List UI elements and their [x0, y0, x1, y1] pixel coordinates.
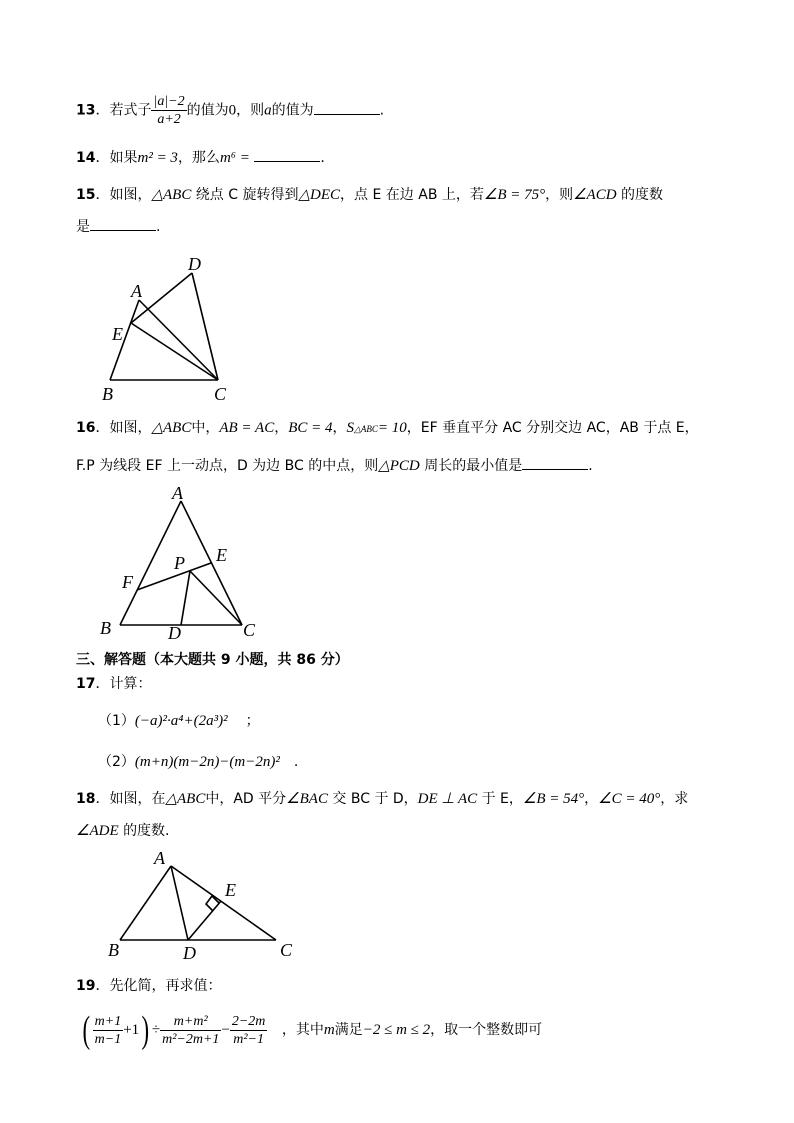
number-dot: ．	[95, 420, 110, 436]
question-number: 16	[76, 420, 96, 436]
question-text: F.P 为线段 EF 上一动点，D 为边 BC 的中点，则	[76, 458, 379, 474]
question-number: 14	[76, 150, 96, 166]
period: .	[379, 102, 385, 119]
number-dot: ．	[95, 978, 110, 994]
fraction-denominator: m²−2m+1	[162, 1031, 220, 1047]
math-expression: +1	[123, 1022, 140, 1038]
question-text: 如图，	[109, 187, 152, 203]
part-label: （2）	[98, 754, 135, 770]
point-label-e: E	[112, 324, 123, 344]
segment-ab	[120, 866, 171, 940]
point-label-a: A	[131, 281, 142, 301]
math-expression: m² = 3	[137, 150, 178, 166]
question-17-part1	[98, 711, 260, 731]
fraction	[93, 1013, 124, 1048]
point-label-p: P	[174, 553, 185, 573]
fraction	[151, 93, 186, 128]
segment-dc	[192, 273, 218, 380]
point-label-f: F	[122, 572, 133, 592]
segment-de	[188, 901, 221, 940]
question-text: 如果	[109, 150, 138, 166]
period: .	[156, 219, 161, 235]
segment-ac	[171, 866, 276, 940]
segment-ac	[181, 501, 242, 625]
question-text: 周长的最小值是	[424, 458, 523, 474]
question-16-line2	[76, 455, 593, 476]
question-number: 17	[76, 676, 96, 692]
figure-18	[100, 846, 310, 964]
point-label-e: E	[225, 880, 236, 900]
question-15	[76, 185, 663, 205]
point-label-b: B	[102, 384, 113, 404]
part-label: （1）	[98, 713, 135, 729]
question-text: 于 E，	[481, 791, 523, 807]
answer-blank[interactable]	[314, 100, 380, 115]
point-label-d: D	[188, 254, 201, 274]
point-label-c: C	[280, 940, 293, 960]
math-expression: AB = AC	[219, 420, 275, 436]
period: .	[293, 754, 299, 770]
question-text: 的值为	[271, 102, 314, 119]
math-expression: ∠B = 54°	[522, 791, 585, 807]
answer-blank[interactable]	[254, 147, 320, 162]
right-paren: )	[141, 1009, 150, 1051]
point-label-d: D	[183, 943, 196, 963]
segment-ab	[120, 501, 181, 625]
question-18	[76, 789, 688, 809]
fraction-numerator: m+m²	[160, 1013, 221, 1031]
fraction	[160, 1013, 221, 1048]
question-text: 的值为	[186, 102, 229, 119]
point-label-c: C	[214, 384, 227, 404]
separator: ，	[332, 420, 347, 436]
math-expression: −2 ≤ m ≤ 2	[362, 1022, 431, 1038]
question-17	[76, 674, 151, 694]
math-expression: = 10	[377, 420, 407, 436]
question-text: 如图，在	[109, 791, 166, 807]
math-variable: a	[264, 102, 272, 119]
math-operator: −	[221, 1022, 230, 1038]
number-dot: ．	[95, 102, 110, 119]
point-label-b: B	[108, 940, 119, 960]
question-19-expression	[80, 1011, 542, 1049]
question-text: 中，AD 平分	[205, 791, 287, 807]
math-expression: △ABC	[151, 420, 192, 436]
point-label-a: A	[154, 848, 165, 868]
question-text: ，那么	[177, 150, 220, 166]
question-text: ，点 E 在边 AB 上，若	[340, 187, 484, 203]
question-text: ，EF 垂直平分 AC 分别交边 AC，AB 于点 E，	[406, 420, 699, 436]
question-text: ，则	[545, 187, 574, 203]
math-expression: △ABC	[165, 791, 206, 807]
math-value: 0	[228, 102, 237, 119]
fraction-numerator: |a|−2	[153, 94, 185, 109]
question-number: 15	[76, 187, 96, 203]
question-text: ，取一个整数即可	[430, 1022, 543, 1038]
question-text: 交 BC 于 D，	[332, 791, 418, 807]
question-text: 满足	[334, 1022, 363, 1038]
question-19	[76, 976, 221, 996]
math-expression: BC = 4	[288, 420, 333, 436]
period: .	[588, 458, 593, 474]
figure-16	[96, 482, 276, 644]
question-number: 13	[76, 102, 96, 119]
question-14	[76, 147, 325, 168]
number-dot: ．	[95, 150, 110, 166]
fraction-denominator: a+2	[157, 112, 181, 127]
number-dot: ．	[95, 791, 110, 807]
point-label-a: A	[172, 483, 183, 503]
math-expression: ∠BAC	[286, 791, 328, 807]
question-text: 如图，	[109, 420, 152, 436]
separator: ，	[274, 420, 289, 436]
math-expression: ∠C = 40°	[598, 791, 661, 807]
math-expression: ∠ACD	[573, 187, 617, 203]
question-text: 先化简，再求值：	[109, 978, 222, 994]
number-dot: ．	[95, 676, 110, 692]
fraction-numerator: 2−2m	[231, 1013, 266, 1029]
math-expression: (−a)²·a⁴+(2a³)²	[134, 713, 228, 729]
math-subscript: △ABC	[354, 424, 378, 434]
question-15-line2	[76, 216, 160, 237]
segment-pc	[190, 571, 242, 625]
point-label-c: C	[243, 620, 256, 640]
figure-15	[96, 248, 246, 408]
answer-blank[interactable]	[90, 216, 156, 231]
point-label-e: E	[216, 545, 227, 565]
fraction-denominator: m−1	[94, 1031, 122, 1047]
separator: ；	[245, 713, 260, 729]
period: .	[320, 150, 325, 166]
answer-blank[interactable]	[522, 455, 588, 470]
question-13	[76, 93, 384, 128]
question-text: 中，	[191, 420, 220, 436]
fraction-denominator: m²−1	[233, 1031, 265, 1047]
separator: ，	[584, 791, 599, 807]
question-text: ，则	[236, 102, 265, 119]
math-expression: S	[346, 420, 354, 436]
fraction	[230, 1013, 268, 1048]
left-paren: (	[82, 1009, 91, 1051]
question-16	[76, 418, 699, 439]
point-label-b: B	[100, 618, 111, 638]
question-text: ，其中	[281, 1022, 324, 1038]
question-text: 绕点 C 旋转得到	[191, 187, 299, 203]
point-label-d: D	[168, 623, 181, 643]
question-17-part2	[98, 752, 298, 772]
segment-ec	[131, 323, 218, 380]
math-expression: ∠B = 75°	[483, 187, 546, 203]
segment-pd	[181, 571, 190, 625]
question-text: 若式子	[109, 102, 152, 119]
math-operator: ÷	[151, 1022, 161, 1038]
math-expression: DE ⊥ AC	[417, 791, 478, 807]
question-number: 18	[76, 791, 96, 807]
segment-ac	[139, 300, 218, 380]
question-number: 19	[76, 978, 96, 994]
math-expression: ∠ADE	[76, 823, 119, 839]
math-expression: △PCD	[378, 458, 420, 474]
math-variable: m	[323, 1022, 335, 1038]
question-18-line2	[76, 821, 170, 841]
math-expression: (m+n)(m−2n)−(m−2n)²	[134, 754, 280, 770]
math-expression: m⁶ =	[219, 150, 250, 166]
question-text: 是	[76, 219, 90, 235]
question-text: 计算：	[109, 676, 152, 692]
number-dot: ．	[95, 187, 110, 203]
section-heading: 三、解答题（本大题共 9 小题，共 86 分）	[76, 652, 349, 668]
question-text: 的度数	[621, 187, 664, 203]
math-expression: △ABC	[151, 187, 192, 203]
question-text: ，求	[660, 791, 689, 807]
fraction-numerator: m+1	[94, 1013, 122, 1029]
math-expression: △DEC	[298, 187, 341, 203]
question-text: 的度数.	[123, 823, 170, 839]
